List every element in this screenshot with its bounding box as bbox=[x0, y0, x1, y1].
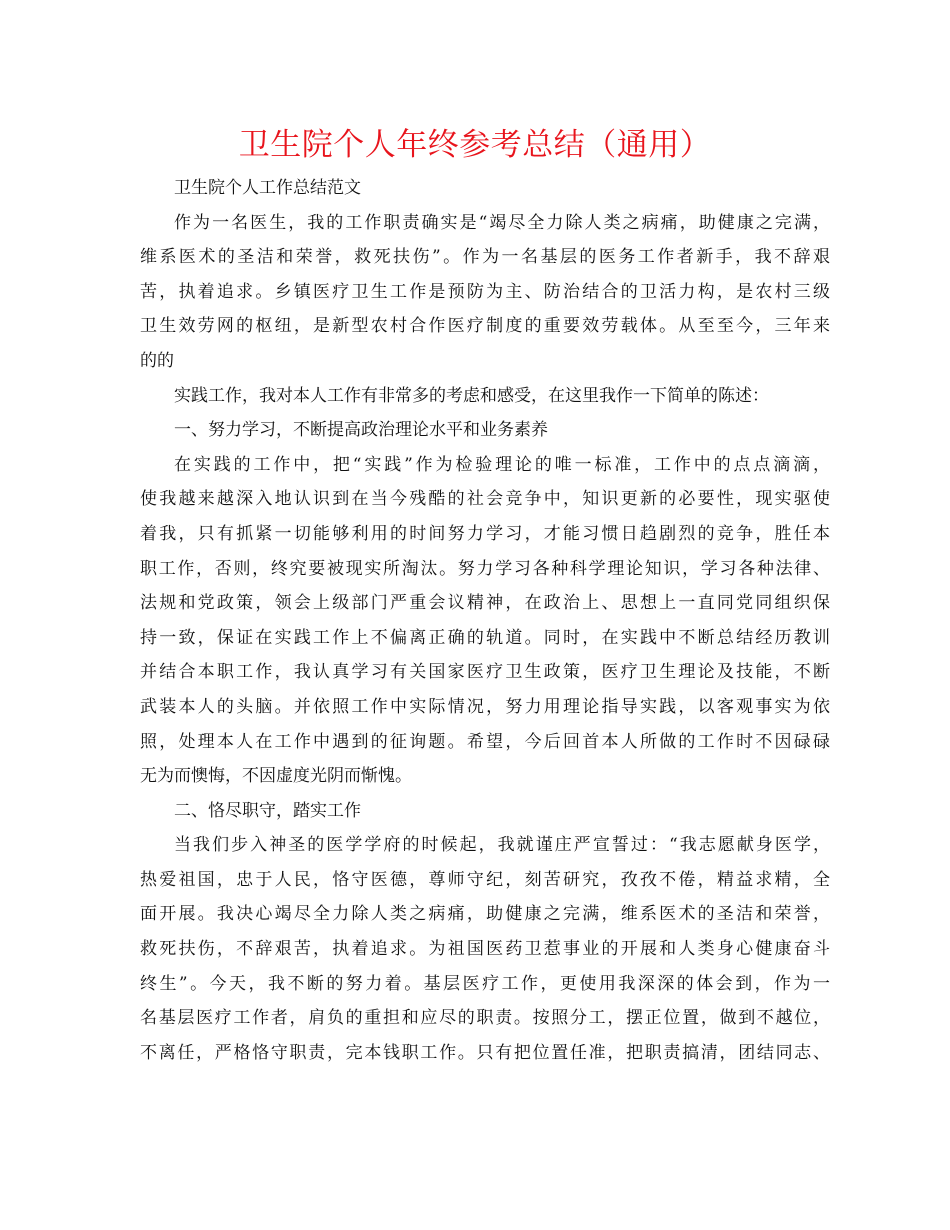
text-line: 实践工作，我对本人工作有非常多的考虑和感受，在这里我作一下简单的陈述： bbox=[174, 385, 769, 406]
text-line: 无为而懊悔，不因虚度光阴而惭愧。 bbox=[140, 766, 412, 787]
document-body bbox=[140, 171, 830, 1070]
text-line: 卫生效劳网的枢纽，是新型农村合作医疗制度的重要效劳载体。从至至今，三年来 bbox=[140, 316, 830, 337]
text-line: 法规和党政策，领会上级部门严重会议精神，在政治上、思想上一直同党同组织保 bbox=[140, 593, 830, 614]
text-line: 维系医术的圣洁和荣誉，救死扶伤”。作为一名基层的医务工作者新手，我不辞艰 bbox=[140, 247, 830, 268]
section-heading-1 bbox=[140, 413, 830, 448]
text-line: 使我越来越深入地认识到在当今残酷的社会竞争中，知识更新的必要性，现实驱使 bbox=[140, 489, 830, 510]
text-line: 不离任，严格恪守职责，完本钱职工作。只有把位置任准，把职责搞清，团结同志、 bbox=[140, 1042, 830, 1063]
text-line: 的的 bbox=[140, 350, 174, 371]
section-heading-2 bbox=[140, 794, 830, 829]
text-line: 热爱祖国，忠于人民，恪守医德，尊师守纪，刻苦研究，孜孜不倦，精益求精，全 bbox=[140, 869, 830, 890]
text-line: 作为一名医生，我的工作职责确实是“竭尽全力除人类之病痛，助健康之完满， bbox=[174, 212, 830, 233]
text-line: 苦，执着追求。乡镇医疗卫生工作是预防为主、防治结合的卫活力构，是农村三级 bbox=[140, 281, 830, 302]
text-line: 持一致，保证在实践工作上不偏离正确的轨道。同时，在实践中不断总结经历教训 bbox=[140, 627, 830, 648]
text-line: 终生”。今天，我不断的努力着。基层医疗工作，更使用我深深的体会到，作为一 bbox=[140, 973, 830, 994]
text-line: 卫生院个人工作总结范文 bbox=[174, 178, 361, 198]
text-line: 当我们步入神圣的医学学府的时候起，我就谨庄严宣誓过：“我志愿献身医学， bbox=[174, 835, 830, 856]
text-line: 照，处理本人在工作中遇到的征询题。希望，今后回首本人所做的工作时不因碌碌 bbox=[140, 731, 830, 752]
text-line: 着我，只有抓紧一切能够利用的时间努力学习，才能习惯日趋剧烈的竞争，胜任本 bbox=[140, 523, 830, 544]
text-line: 救死扶伤，不辞艰苦，执着追求。为祖国医药卫惹事业的开展和人类身心健康奋斗 bbox=[140, 939, 830, 960]
text-line: 一、努力学习，不断提高政治理论水平和业务素养 bbox=[174, 420, 548, 441]
paragraph-intro bbox=[140, 206, 830, 379]
text-line: 武装本人的头脑。并依照工作中实际情况，努力用理论指导实践，以客观事实为依 bbox=[140, 696, 830, 717]
text-line: 二、恪尽职守，踏实工作 bbox=[174, 800, 361, 821]
paragraph-study bbox=[140, 448, 830, 794]
paragraph-subtitle bbox=[140, 171, 830, 206]
document-title: 卫生院个人年终参考总结（通用） bbox=[238, 127, 712, 163]
text-line: 并结合本职工作，我认真学习有关国家医疗卫生政策，医疗卫生理论及技能，不断 bbox=[140, 662, 830, 683]
paragraph-practice bbox=[140, 379, 830, 414]
text-line: 在实践的工作中，把“实践”作为检验理论的唯一标准，工作中的点点滴滴， bbox=[174, 454, 830, 475]
text-line: 面开展。我决心竭尽全力除人类之病痛，助健康之完满，维系医术的圣洁和荣誉， bbox=[140, 904, 830, 925]
text-line: 职工作，否则，终究要被现实所淘汰。努力学习各种科学理论知识，学习各种法律、 bbox=[140, 558, 830, 579]
paragraph-duty bbox=[140, 828, 830, 1070]
text-line: 名基层医疗工作者，肩负的重担和应尽的职责。按照分工，摆正位置，做到不越位， bbox=[140, 1008, 830, 1029]
